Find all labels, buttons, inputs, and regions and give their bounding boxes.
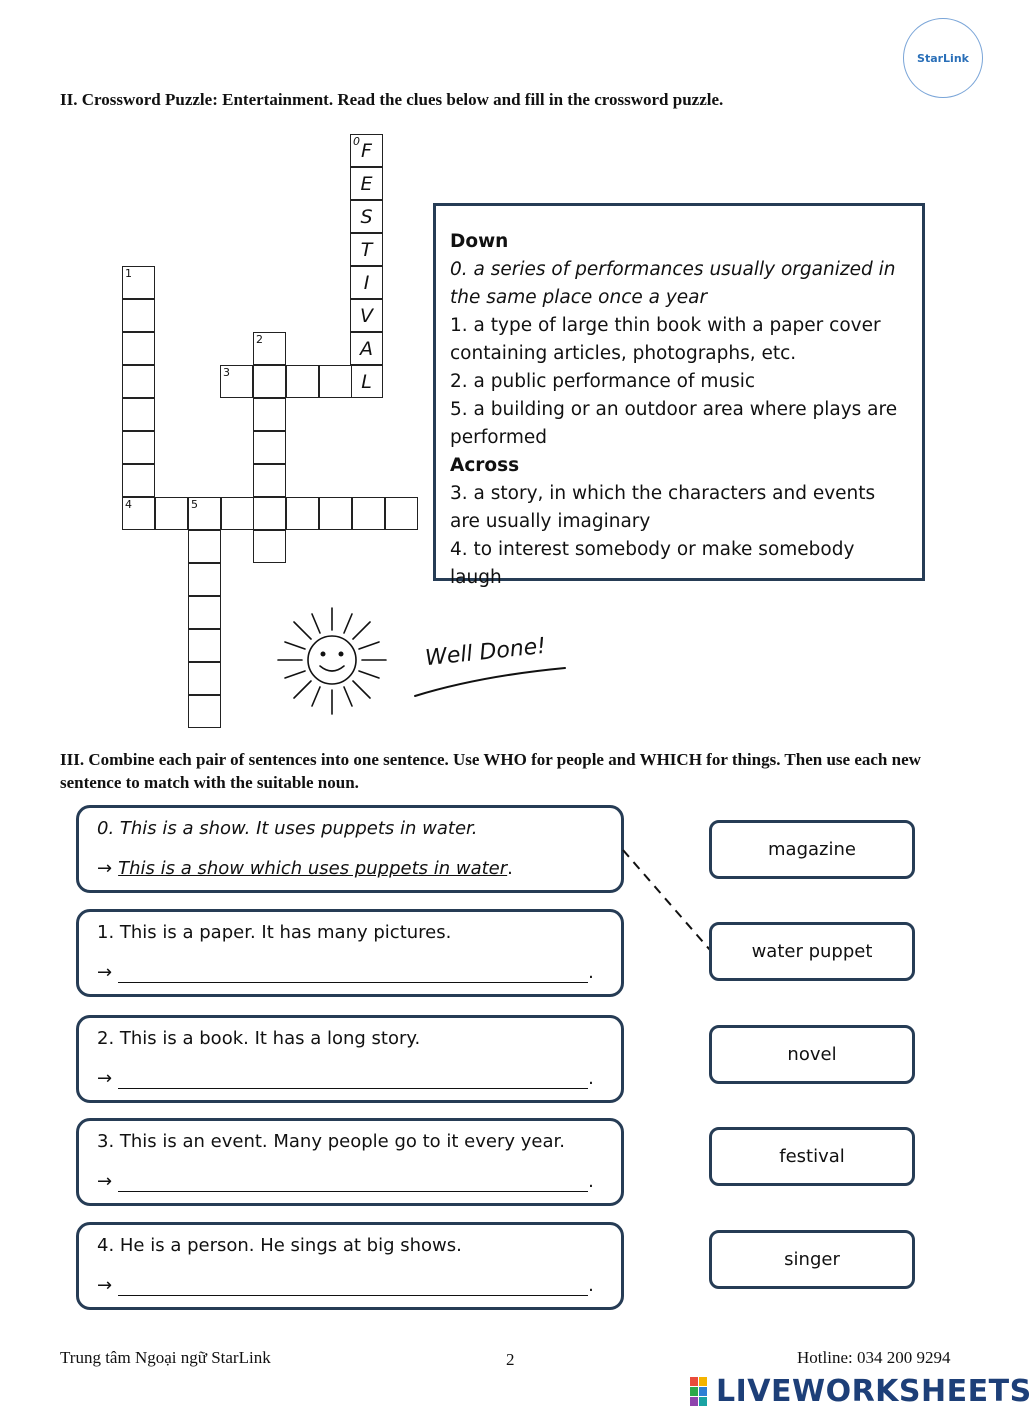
answer-input-4[interactable] — [118, 1277, 588, 1296]
cw-letter: T — [360, 239, 373, 261]
cw-cell-0-2[interactable] — [350, 167, 383, 200]
page-number: 2 — [506, 1350, 515, 1369]
cw-letter: V — [360, 305, 373, 327]
cw-cell-1-7[interactable] — [122, 464, 155, 497]
cw-cell-5-4[interactable] — [188, 596, 221, 629]
clue-number-5: 5 — [191, 498, 198, 511]
answer-input-2[interactable] — [118, 1070, 588, 1089]
cw-cell-1-4[interactable] — [122, 365, 155, 398]
answer-period: . — [507, 858, 513, 879]
clue-number-4: 4 — [125, 498, 132, 511]
sentence-prompt-0: 0. This is a show. It uses puppets in water. — [97, 818, 478, 839]
cw-cell-5-2[interactable] — [188, 530, 221, 563]
cw-cell-4-6[interactable] — [286, 497, 319, 530]
liveworksheets-brand — [690, 1374, 1032, 1409]
answer-period: . — [588, 1068, 594, 1089]
well-done-text: Well Done! — [424, 633, 548, 672]
cw-letter: F — [361, 140, 372, 162]
answer-input-3[interactable] — [118, 1173, 588, 1192]
sentence-box-4 — [76, 1222, 624, 1310]
sentence-prompt-1: 1. This is a paper. It has many pictures. — [97, 922, 452, 943]
cw-cell-2-7[interactable] — [253, 530, 286, 563]
cw-cell-4-3[interactable] — [188, 497, 221, 530]
footer-hotline: Hotline: 034 200 9294 — [797, 1348, 951, 1367]
noun-box-singer[interactable]: singer — [709, 1230, 915, 1289]
cw-cell-1-3[interactable] — [122, 332, 155, 365]
answer-input-1[interactable] — [118, 964, 588, 983]
cw-letter: A — [360, 338, 373, 360]
clue-across-4: 4. to interest somebody or make somebody laugh — [450, 539, 855, 588]
cw-letter: I — [363, 272, 370, 294]
clue-down-0: 0. a series of performances usually organized in the same place once a year — [450, 259, 896, 308]
cw-letter: S — [360, 206, 373, 228]
arrow-icon: → — [97, 1275, 113, 1296]
clue-across-3: 3. a story, in which the characters and events are usually imaginary — [450, 483, 876, 532]
cw-cell-4-7[interactable] — [319, 497, 352, 530]
clue-number-1: 1 — [125, 267, 132, 280]
well-done-underline — [410, 660, 570, 700]
sentence-answer-line-3 — [97, 1171, 594, 1192]
liveworksheets-logo-icon — [690, 1377, 716, 1407]
clue-number-2: 2 — [256, 333, 263, 346]
cw-cell-0-5[interactable] — [350, 266, 383, 299]
sentence-box-2 — [76, 1015, 624, 1103]
cw-cell-2-3[interactable] — [253, 398, 286, 431]
starlink-logo — [903, 18, 983, 98]
cw-cell-4-9[interactable] — [385, 497, 418, 530]
cw-letter: L — [361, 371, 372, 393]
clue-number-0: 0 — [353, 135, 360, 148]
cw-cell-1-2[interactable] — [122, 299, 155, 332]
liveworksheets-text: LIVEWORKSHEETS — [716, 1374, 1032, 1409]
cw-cell-5-5[interactable] — [188, 629, 221, 662]
noun-box-novel[interactable]: novel — [709, 1025, 915, 1084]
cw-cell-3-1[interactable] — [220, 365, 253, 398]
across-heading: Across — [450, 455, 520, 476]
clue-down-2: 2. a public performance of music — [450, 371, 756, 392]
section3-title: III. Combine each pair of sentences into one sentence. Use WHO for people and WHICH for things. Then use each new sentence to match with the suitable noun. — [60, 750, 921, 792]
sentence-answer-line-4 — [97, 1275, 594, 1296]
crossword-title: II. Crossword Puzzle: Entertainment. Read the clues below and fill in the crossword puzzle. — [60, 90, 724, 109]
logo-text: StarLink — [917, 51, 969, 65]
noun-box-magazine[interactable]: magazine — [709, 820, 915, 879]
sun-icon — [272, 602, 392, 720]
cw-cell-0-6[interactable] — [350, 299, 383, 332]
cw-cell-1-5[interactable] — [122, 398, 155, 431]
example-answer: This is a show which uses puppets in water — [118, 858, 508, 879]
cw-cell-0-4[interactable] — [350, 233, 383, 266]
cw-cell-2-5[interactable] — [253, 464, 286, 497]
cw-cell-3-4[interactable] — [319, 365, 352, 398]
cw-cell-1-6[interactable] — [122, 431, 155, 464]
cw-cell-2-4[interactable] — [253, 431, 286, 464]
down-heading: Down — [450, 231, 509, 252]
clue-number-3: 3 — [223, 366, 230, 379]
cw-cell-0-1[interactable] — [350, 134, 383, 167]
cw-cell-5-7[interactable] — [188, 695, 221, 728]
sentence-box-0 — [76, 805, 624, 893]
cw-cell-4-8[interactable] — [352, 497, 385, 530]
footer-center-name: Trung tâm Ngoại ngữ StarLink — [60, 1348, 271, 1367]
sentence-box-3 — [76, 1118, 624, 1206]
sentence-box-1 — [76, 909, 624, 997]
cw-cell-4-1[interactable] — [122, 497, 155, 530]
cw-cell-5-6[interactable] — [188, 662, 221, 695]
sentence-prompt-2: 2. This is a book. It has a long story. — [97, 1028, 421, 1049]
sentence-answer-line-1 — [97, 962, 594, 983]
cw-cell-2-6[interactable] — [253, 497, 286, 530]
answer-period: . — [588, 1171, 594, 1192]
cw-cell-4-4[interactable] — [221, 497, 254, 530]
clue-down-1: 1. a type of large thin book with a paper cover containing articles, photographs, etc. — [450, 315, 881, 364]
answer-period: . — [588, 962, 594, 983]
arrow-icon: → — [97, 1171, 113, 1192]
arrow-icon: → — [97, 858, 113, 879]
arrow-icon: → — [97, 962, 113, 983]
clue-down-5: 5. a building or an outdoor area where plays are performed — [450, 399, 898, 448]
clue-box — [433, 203, 925, 588]
cw-cell-0-7[interactable] — [350, 332, 383, 365]
cw-cell-1-1[interactable] — [122, 266, 155, 299]
sentence-answer-line-0 — [97, 858, 513, 879]
sentence-answer-line-2 — [97, 1068, 594, 1089]
arrow-icon: → — [97, 1068, 113, 1089]
cw-cell-0-8[interactable] — [350, 365, 383, 398]
match-connector-line — [620, 845, 715, 955]
cw-cell-3-3[interactable] — [286, 365, 319, 398]
cw-cell-5-3[interactable] — [188, 563, 221, 596]
cw-cell-2-1[interactable] — [253, 332, 286, 365]
sentence-prompt-3: 3. This is an event. Many people go to it every year. — [97, 1131, 565, 1152]
cw-cell-2-2[interactable] — [253, 365, 286, 398]
answer-period: . — [588, 1275, 594, 1296]
noun-box-festival[interactable]: festival — [709, 1127, 915, 1186]
sentence-prompt-4: 4. He is a person. He sings at big shows. — [97, 1235, 462, 1256]
cw-cell-0-3[interactable] — [350, 200, 383, 233]
cw-cell-4-2[interactable] — [155, 497, 188, 530]
noun-box-water-puppet[interactable]: water puppet — [709, 922, 915, 981]
cw-letter: E — [360, 173, 373, 195]
